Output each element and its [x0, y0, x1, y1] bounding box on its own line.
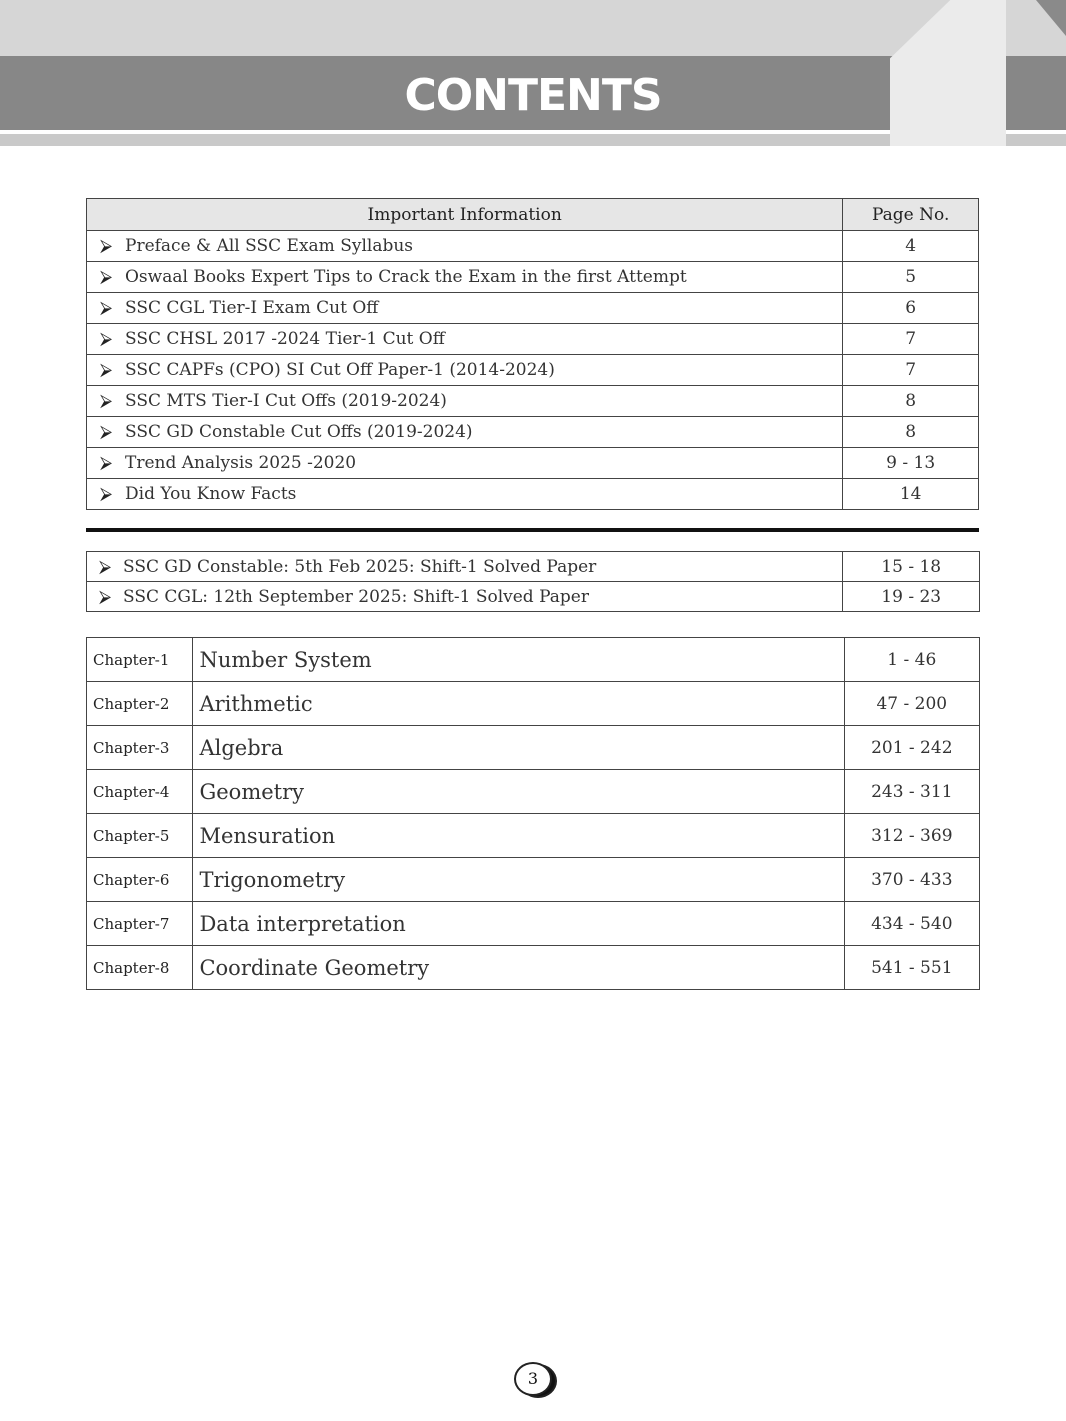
entry-label: Did You Know Facts [125, 484, 297, 504]
table-row[interactable] [87, 552, 980, 582]
table-row[interactable] [87, 638, 980, 682]
table-row[interactable] [87, 770, 980, 814]
table-row[interactable] [87, 448, 979, 479]
entry-label: SSC CAPFs (CPO) SI Cut Off Paper-1 (2014-2024) [125, 360, 555, 380]
arrowhead-bullet-icon: ⮚ [99, 267, 113, 287]
chapter-number: Chapter-8 [87, 946, 193, 990]
entry-page: 7 [843, 324, 979, 355]
chapter-number: Chapter-4 [87, 770, 193, 814]
table-header-row [87, 199, 979, 231]
entry-page: 7 [843, 355, 979, 386]
entry-page: 6 [843, 293, 979, 324]
chapter-pages: 434 - 540 [844, 902, 979, 946]
arrowhead-bullet-icon: ⮚ [98, 556, 112, 577]
table-row[interactable] [87, 902, 980, 946]
table-row[interactable] [87, 946, 980, 990]
arrowhead-bullet-icon: ⮚ [99, 453, 113, 473]
entry-label: SSC GD Constable: 5th Feb 2025: Shift-1 Solved Paper [123, 556, 597, 577]
table-row[interactable] [87, 231, 979, 262]
entry-page: 9 - 13 [843, 448, 979, 479]
table-row[interactable] [87, 324, 979, 355]
arrowhead-bullet-icon: ⮚ [99, 298, 113, 318]
chapter-number: Chapter-6 [87, 858, 193, 902]
column-header-information: Important Information [87, 199, 843, 231]
chapter-number: Chapter-7 [87, 902, 193, 946]
page-title: CONTENTS [404, 70, 662, 121]
entry-page: 5 [843, 262, 979, 293]
chapter-pages: 47 - 200 [844, 682, 979, 726]
table-row[interactable] [87, 355, 979, 386]
entry-page: 4 [843, 231, 979, 262]
entry-label: SSC CGL: 12th September 2025: Shift-1 Solved Paper [123, 586, 589, 607]
chapter-number: Chapter-1 [87, 638, 193, 682]
entry-label: SSC CGL Tier-I Exam Cut Off [125, 298, 379, 318]
table-row[interactable] [87, 262, 979, 293]
chapter-title: Data interpretation [193, 902, 844, 946]
chapter-title: Algebra [193, 726, 844, 770]
table-row[interactable] [87, 814, 980, 858]
table-row[interactable] [87, 293, 979, 324]
chapter-title: Arithmetic [193, 682, 844, 726]
arrowhead-bullet-icon: ⮚ [99, 236, 113, 256]
chapter-pages: 541 - 551 [844, 946, 979, 990]
arrowhead-bullet-icon: ⮚ [99, 360, 113, 380]
table-row[interactable] [87, 479, 979, 510]
column-header-page: Page No. [843, 199, 979, 231]
entry-label: Trend Analysis 2025 -2020 [125, 453, 357, 473]
section-divider [86, 528, 979, 532]
entry-page: 8 [843, 386, 979, 417]
entry-page: 14 [843, 479, 979, 510]
chapter-pages: 370 - 433 [844, 858, 979, 902]
table-row[interactable] [87, 417, 979, 448]
chapter-number: Chapter-3 [87, 726, 193, 770]
table-row[interactable] [87, 582, 980, 612]
entry-label: Oswaal Books Expert Tips to Crack the Exam in the first Attempt [125, 267, 687, 287]
chapter-title: Mensuration [193, 814, 844, 858]
page-number: 3 [514, 1362, 552, 1396]
arrowhead-bullet-icon: ⮚ [99, 484, 113, 504]
entry-label: SSC MTS Tier-I Cut Offs (2019-2024) [125, 391, 447, 411]
arrowhead-bullet-icon: ⮚ [99, 391, 113, 411]
important-information-table [86, 198, 979, 510]
table-row[interactable] [87, 682, 980, 726]
chapter-pages: 312 - 369 [844, 814, 979, 858]
entry-page: 19 - 23 [843, 582, 980, 612]
table-row[interactable] [87, 858, 980, 902]
entry-page: 8 [843, 417, 979, 448]
chapter-pages: 201 - 242 [844, 726, 979, 770]
chapter-pages: 1 - 46 [844, 638, 979, 682]
entry-label: SSC GD Constable Cut Offs (2019-2024) [125, 422, 473, 442]
entry-label: SSC CHSL 2017 -2024 Tier-1 Cut Off [125, 329, 445, 349]
solved-papers-table [86, 551, 980, 612]
entry-page: 15 - 18 [843, 552, 980, 582]
arrowhead-bullet-icon: ⮚ [99, 422, 113, 442]
chapter-title: Number System [193, 638, 844, 682]
chapter-title: Trigonometry [193, 858, 844, 902]
chapter-title: Coordinate Geometry [193, 946, 844, 990]
arrowhead-bullet-icon: ⮚ [99, 329, 113, 349]
chapter-number: Chapter-2 [87, 682, 193, 726]
chapters-table [86, 637, 980, 990]
chapter-pages: 243 - 311 [844, 770, 979, 814]
chapter-number: Chapter-5 [87, 814, 193, 858]
table-row[interactable] [87, 726, 980, 770]
chapter-title: Geometry [193, 770, 844, 814]
table-row[interactable] [87, 386, 979, 417]
entry-label: Preface & All SSC Exam Syllabus [125, 236, 414, 256]
arrowhead-bullet-icon: ⮚ [98, 586, 112, 607]
